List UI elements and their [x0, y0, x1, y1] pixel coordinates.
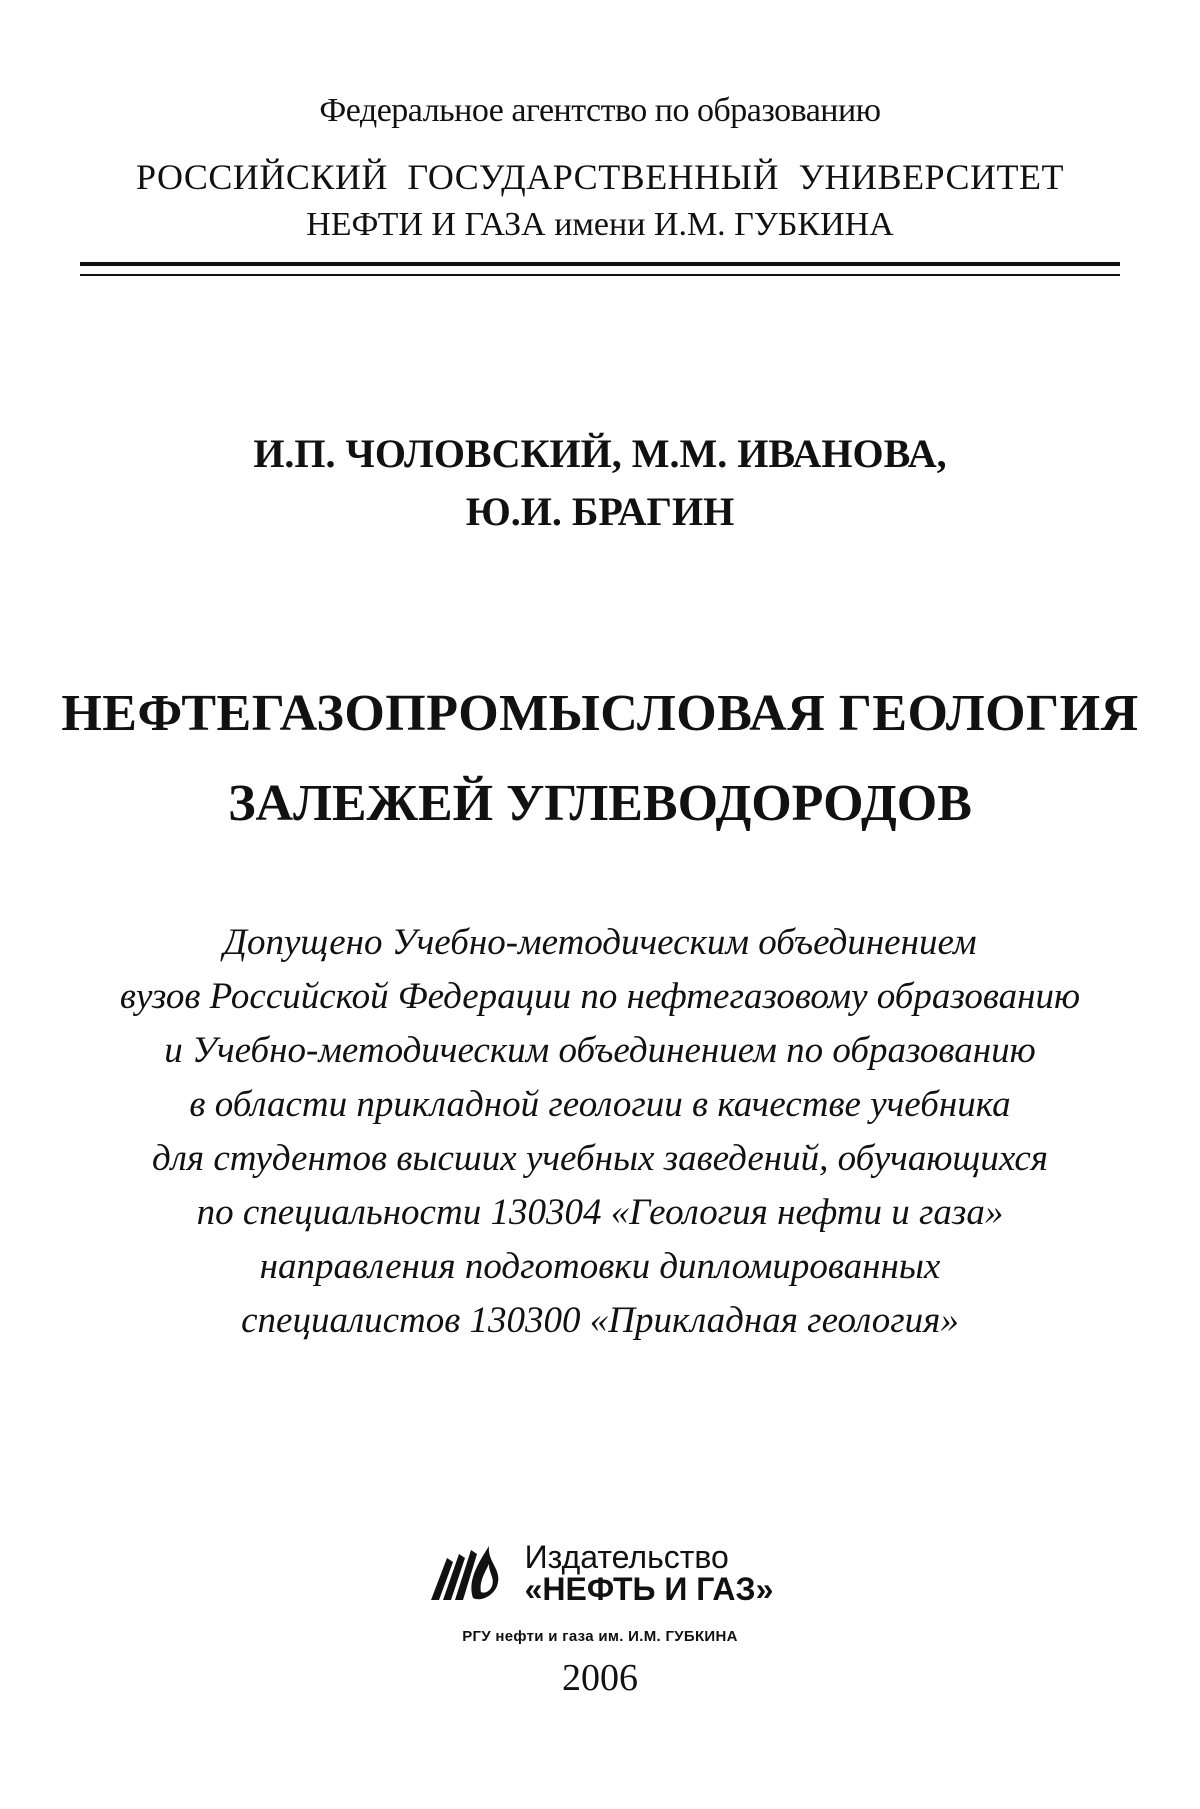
approval-line: для студентов высших учебных заведений, обучающихся: [152, 1138, 1048, 1179]
publisher-name: Издательство: [524, 1539, 729, 1575]
authors-line1: И.П. ЧОЛОВСКИЙ, М.М. ИВАНОВА,: [253, 431, 947, 476]
approval-line: направления подготовки дипломированных: [259, 1246, 941, 1287]
publication-year: 2006: [562, 1657, 638, 1699]
publisher-text: [525, 1541, 774, 1605]
approval-line: вузов Российской Федерации по нефтегазовому образованию: [119, 976, 1081, 1017]
publisher-block: [0, 1540, 1200, 1606]
approval-line: специалистов 130300 «Прикладная геология»: [241, 1300, 959, 1341]
approval-line: по специальности 130304 «Геология нефти и газа»: [196, 1192, 1004, 1233]
header-rule-thick: [80, 262, 1120, 266]
publisher-subline: РГУ нефти и газа им. И.М. ГУБКИНА: [462, 1628, 738, 1645]
approval-line: и Учебно-методическим объединением по образованию: [164, 1030, 1036, 1071]
university-name-line1: РОССИЙСКИЙ ГОСУДАРСТВЕННЫЙ УНИВЕРСИТЕТ: [135, 157, 1064, 197]
approval-line: Допущено Учебно-методическим объединением: [223, 922, 977, 963]
approval-line: в области прикладной геологии в качестве учебника: [189, 1084, 1011, 1125]
publisher-brand: «НЕФТЬ И ГАЗ»: [524, 1571, 774, 1607]
university-name-line2: НЕФТИ И ГАЗА имени И.М. ГУБКИНА: [306, 206, 894, 243]
book-title-line1: НЕФТЕГАЗОПРОМЫСЛОВАЯ ГЕОЛОГИЯ: [61, 685, 1139, 742]
approval-statement: [0, 916, 1200, 1348]
authors-line2: Ю.И. БРАГИН: [465, 489, 735, 534]
agency-name: Федеральное агентство по образованию: [319, 92, 881, 129]
publisher-logo-icon: [427, 1540, 509, 1606]
header-rule-thin: [80, 274, 1120, 276]
book-title-line2: ЗАЛЕЖЕЙ УГЛЕВОДОРОДОВ: [228, 775, 972, 832]
